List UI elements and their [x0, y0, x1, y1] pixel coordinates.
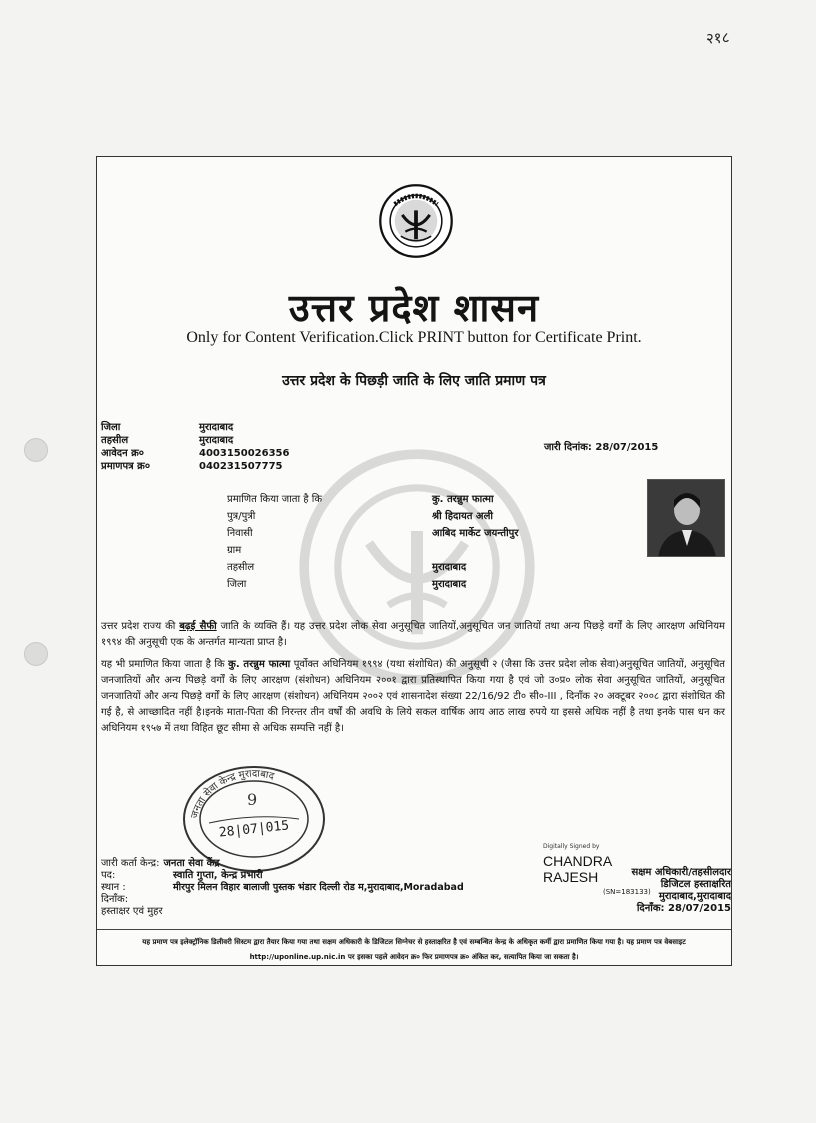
digital-signer-name: [543, 853, 612, 885]
authority-details: [619, 867, 731, 915]
detail-row: [227, 491, 518, 508]
issuer-row: [101, 870, 464, 882]
verification-note: Only for Content Verification.Click PRINT button for Certificate Print.: [186, 329, 642, 346]
detail-label: जिला: [227, 579, 247, 590]
paragraph-text: जाति के व्यक्ति हैं। यह उत्तर प्रदेश लोक सेवा अनुसूचित जातियों,अनुसूचित जन जातियों तथा अन्य पिछड़े वर्गों के लिए आरक्षण अधिनियम १९९४ की अनुसूची एक के अन्तर्गत मान्यता प्राप्त है।: [101, 621, 725, 648]
detail-row: [227, 525, 518, 542]
paragraph-text: यह भी प्रमाणित किया जाता है कि: [101, 659, 229, 670]
punch-hole: [24, 642, 48, 666]
meta-label: तहसील: [101, 435, 129, 446]
meta-district: [101, 421, 289, 434]
meta-certificate-number: [101, 460, 289, 473]
detail-value: आबिद मार्केट जयन्तीपुर: [432, 528, 519, 539]
detail-row: [227, 559, 518, 576]
issuer-row: [101, 858, 464, 870]
detail-value: कु. तरन्नुम फात्मा: [432, 494, 494, 505]
caste-paragraph: [101, 619, 725, 651]
holder-photo: [647, 479, 725, 557]
issuer-row: [101, 894, 464, 906]
issuer-value: जनता सेवा केंद्र: [163, 858, 220, 869]
meta-label: प्रमाणपत्र क्र०: [101, 461, 151, 472]
punch-hole: [24, 438, 48, 462]
authority-title: सक्षम अधिकारी/तहसीलदार: [631, 867, 731, 878]
stamp-handwritten-date: 28|07|015: [218, 818, 290, 841]
detail-label: निवासी: [227, 528, 253, 539]
issuer-label: पद:: [101, 870, 116, 881]
detail-label: प्रमाणित किया जाता है कि: [227, 494, 323, 505]
authority-date-value: 28/07/2015: [668, 903, 731, 914]
detail-value: मुरादाबाद: [432, 579, 467, 590]
signer-name-line: CHANDRA: [543, 853, 613, 869]
handwritten-page-number: २१८: [705, 28, 731, 48]
person-photo-icon: [648, 480, 725, 557]
stamp-ring-text: जनता सेवा केन्द्र मुरादाबाद: [189, 768, 276, 820]
caste-name: बढ़ई सैफी: [179, 621, 217, 632]
meta-value: मुरादाबाद: [199, 435, 234, 446]
meta-value: 4003150026356: [199, 448, 290, 459]
detail-value: श्री हिदायत अली: [432, 511, 493, 522]
detail-row: [227, 542, 518, 559]
government-title: उत्तर प्रदेश शासन: [288, 286, 540, 330]
detail-label: ग्राम: [227, 545, 242, 556]
up-government-emblem-icon: [378, 183, 454, 259]
detail-row: [227, 576, 518, 593]
digital-sign-label: Digitally Signed by: [543, 843, 600, 850]
holder-name: कु. तरन्नुम फात्मा: [228, 659, 291, 670]
detail-label: पुत्र/पुत्री: [227, 511, 256, 522]
signer-serial: (SN=183133): [603, 888, 651, 896]
authority-signed: डिजिटल हस्ताक्षरित: [660, 879, 731, 890]
issuer-value: स्वाति गुप्ता, केन्द्र प्रभारी: [173, 870, 263, 881]
issue-date-label: जारी दिनांक:: [544, 442, 592, 453]
meta-tehsil: [101, 434, 289, 447]
certificate-meta: [101, 421, 289, 473]
issuer-label: जारी कर्ता केन्द्र:: [101, 858, 160, 869]
issuer-label: स्थान :: [101, 882, 126, 893]
issuer-row: [101, 882, 464, 894]
issuer-value: मीरपुर मिलन विहार बालाजी पुस्तक भंडार दिल्ली रोड म,मुरादाबाद,Moradabad: [173, 882, 464, 893]
footer-divider: [97, 929, 731, 930]
signer-name-line: RAJESH: [543, 869, 599, 885]
meta-label: आवेदन क्र०: [101, 448, 145, 459]
issuer-row: [101, 906, 464, 918]
detail-row: [227, 508, 518, 525]
meta-value: मुरादाबाद: [199, 422, 234, 433]
detail-value: मुरादाबाद: [432, 562, 467, 573]
authority-location: मुरादाबाद,मुरादाबाद: [658, 891, 731, 902]
verification-footnote: यह प्रमाण पत्र इलेक्ट्रॉनिक डिलीवरी सिस्टम द्वारा तैयार किया गया तथा सक्षम अधिकारी के डिजिटल सिग्नेचर से हस्ताक्षरित है एवं सम्बन्धित केन्द्र के अधिकृत कर्मी द्वारा प्रमाणित किया गया है। यह प्रमाण पत्र वेबसाइट http://uponline.up.nic.in पर इसका पहले आवेदन क्र० फिर प्रमाणपत्र क्र० अंकित कर, सत्यापित किया जा सकता है।: [142, 938, 686, 961]
meta-application-number: [101, 447, 289, 460]
issue-date: [544, 439, 658, 453]
issuer-label: हस्ताक्षर एवं मुहर: [101, 906, 163, 917]
center-seal-stamp: [179, 761, 329, 873]
issuer-label: दिनाँक:: [101, 894, 129, 905]
paragraph-text: पूर्वोक्त अधिनियम १९९४ (यथा संशोधित) की अनुसूची २ (जैसा कि उत्तर प्रदेश लोक सेवा)अनुसूचित जातियों, अनुसूचित जनजातियों और अन्य पिछड़े वर्गों के लिए आरक्षण (संशोधन) अधिनियम २००१ द्वारा प्रतिस्थापित किया गया है एवं जो उ०प्र० लोक सेवा अनुसूचित जातियों, अनुसूचित जनजातियों और अन्य पिछड़े वर्गों के लिए आरक्षण (संशोधन) अधिनियम २००२ एवं शासनादेश संख्या 22/16/92 टी० सी०-III , दिनाँक २० अक्टूबर २००८ द्वारा संशोधित की गई है, से आच्छादित नहीं है।इनके माता-पिता की निरन्तर तीन वर्षों की अवधि के लिये सकल वार्षिक आय आठ लाख रुपये या इससे अधिक नहीं है तथा इनके पास धन कर अधिनियम १९५७ में तथा विहित छूट सीमा से अधिक सम्पत्ति नहीं है।: [101, 659, 726, 734]
authority-date: [619, 903, 731, 915]
paragraph-text: उत्तर प्रदेश राज्य की: [101, 621, 180, 632]
issue-date-value: 28/07/2015: [595, 442, 659, 453]
income-paragraph: [101, 657, 725, 737]
certificate: [96, 156, 732, 966]
issuer-details: [101, 858, 464, 918]
certificate-title: उत्तर प्रदेश के पिछड़ी जाति के लिए जाति प्रमाण पत्र: [282, 373, 546, 389]
authority-date-label: दिनाँक:: [636, 903, 665, 914]
svg-text:जनता सेवा केन्द्र मुरादाबाद: [189, 769, 276, 820]
meta-value: 040231507775: [199, 461, 283, 472]
stamp-initials: 9: [247, 790, 258, 809]
detail-label: तहसील: [227, 562, 255, 573]
meta-label: जिला: [101, 422, 121, 433]
holder-details: [227, 491, 518, 593]
